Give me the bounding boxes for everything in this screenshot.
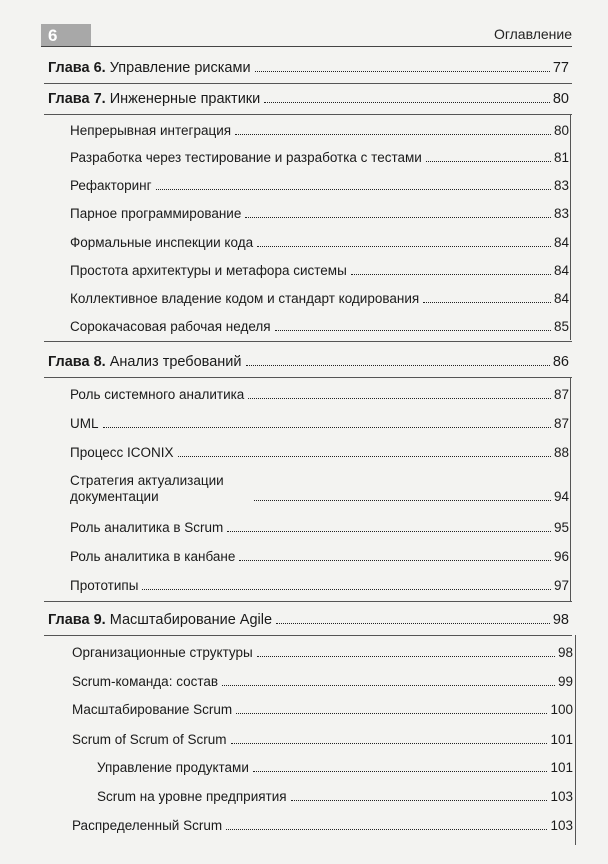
- chapter-rule: [44, 83, 572, 84]
- toc-entry: [70, 578, 569, 594]
- dot-leader: [253, 771, 548, 772]
- page-ref: 83: [553, 178, 569, 193]
- page-ref: 100: [550, 702, 573, 717]
- dot-leader: [255, 71, 550, 72]
- toc-entry: [70, 387, 569, 403]
- page-ref: 87: [553, 387, 569, 402]
- page-ref: 96: [553, 549, 569, 564]
- page-ref: 97: [553, 578, 569, 593]
- entry-title: Scrum на уровне предприятия: [97, 789, 287, 804]
- page-ref: 95: [553, 520, 569, 535]
- page-ref: 81: [553, 150, 569, 165]
- chapter-prefix: Глава 8.: [48, 354, 106, 370]
- toc-entry: [72, 732, 573, 748]
- dot-leader: [257, 656, 555, 657]
- chapter-title: [48, 60, 251, 76]
- chapter-title: [48, 612, 272, 628]
- dot-leader: [426, 161, 551, 162]
- toc-entry: [70, 416, 569, 432]
- page-ref: 80: [553, 123, 569, 138]
- page-ref: 85: [553, 319, 569, 334]
- page-ref: 84: [553, 235, 569, 250]
- toc-chapter-9: [48, 612, 569, 628]
- toc-entry: [70, 178, 569, 194]
- toc-entry: [70, 235, 569, 251]
- dot-leader: [156, 189, 551, 190]
- entry-title: Формальные инспекции кода: [70, 235, 254, 250]
- dot-leader: [423, 302, 551, 303]
- chapter-name: Инженерные практики: [109, 91, 261, 107]
- toc-chapter-7: [48, 91, 569, 107]
- page-ref: 94: [553, 489, 569, 504]
- entry-title: Рефакторинг: [70, 178, 152, 193]
- dot-leader: [235, 134, 551, 135]
- entry-title: Парное программирование: [70, 206, 242, 221]
- toc-entry: [70, 445, 569, 461]
- toc-entry: [72, 645, 573, 661]
- page-ref: 83: [553, 206, 569, 221]
- entry-title: Управление продуктами: [97, 760, 249, 775]
- entry-title: Scrum-команда: состав: [72, 674, 219, 689]
- chapter-rule: [44, 341, 572, 342]
- dot-leader: [291, 800, 548, 801]
- toc-entry: [70, 520, 569, 536]
- toc-entry: [72, 702, 573, 718]
- entry-title: Роль аналитика в канбане: [70, 549, 236, 564]
- dot-leader: [226, 829, 547, 830]
- toc-entry: [70, 319, 569, 335]
- chapter-rule: [44, 377, 572, 378]
- toc-entry: [70, 150, 569, 166]
- dot-leader: [276, 623, 550, 624]
- toc-entry: [70, 473, 569, 505]
- entry-title: Сорокачасовая рабочая неделя: [70, 319, 271, 334]
- entry-title: Роль аналитика в Scrum: [70, 520, 224, 535]
- dot-leader: [103, 427, 551, 428]
- page-ref: 84: [553, 263, 569, 278]
- dot-leader: [178, 456, 551, 457]
- toc-entry: [70, 549, 569, 565]
- entry-title: Разработка через тестирование и разработка с тестами: [70, 150, 422, 165]
- page-ref: 103: [550, 818, 573, 833]
- chapter-rule: [44, 601, 572, 602]
- dot-leader: [248, 398, 551, 399]
- dot-leader: [227, 531, 551, 532]
- page-number-box: [41, 24, 91, 46]
- toc-entry: [72, 818, 573, 834]
- entry-title: Распределенный Scrum: [72, 818, 223, 833]
- page-ref: 84: [553, 291, 569, 306]
- dot-leader: [222, 685, 555, 686]
- dot-leader: [236, 713, 547, 714]
- page-ref: 88: [553, 445, 569, 460]
- section-bar: [570, 114, 571, 340]
- toc-entry: [70, 263, 569, 279]
- chapter-title: [48, 91, 260, 107]
- chapter-name: Масштабирование Agile: [109, 612, 273, 628]
- entry-title: Коллективное владение кодом и стандарт кодирования: [70, 291, 420, 306]
- page-ref: 77: [552, 60, 569, 76]
- chapter-name: Управление рисками: [109, 60, 251, 76]
- section-bar: [570, 377, 571, 601]
- chapter-prefix: Глава 7.: [48, 91, 106, 107]
- page-ref: 86: [552, 354, 569, 370]
- dot-leader: [264, 102, 550, 103]
- chapter-prefix: Глава 9.: [48, 612, 106, 628]
- chapter-prefix: Глава 6.: [48, 60, 106, 76]
- page-ref: 101: [550, 760, 573, 775]
- dot-leader: [142, 589, 551, 590]
- dot-leader: [246, 365, 550, 366]
- page-ref: 87: [553, 416, 569, 431]
- dot-leader: [275, 330, 551, 331]
- page-ref: 80: [552, 91, 569, 107]
- toc-entry: [70, 123, 569, 139]
- toc-subentry: [97, 760, 573, 776]
- dot-leader: [351, 274, 551, 275]
- running-title: Оглавление: [493, 26, 572, 42]
- entry-title: Scrum of Scrum of Scrum: [72, 732, 227, 747]
- chapter-rule: [44, 635, 572, 636]
- page-number: 6: [48, 26, 58, 45]
- section-bar: [575, 635, 576, 845]
- dot-leader: [231, 743, 548, 744]
- entry-title: Прототипы: [70, 578, 139, 593]
- page-ref: 99: [557, 674, 573, 689]
- entry-title: Простота архитектуры и метафора системы: [70, 263, 347, 278]
- toc-chapter-8: [48, 354, 569, 370]
- page-ref: 101: [550, 732, 573, 747]
- chapter-name: Анализ требований: [109, 354, 242, 370]
- dot-leader: [254, 500, 551, 501]
- chapter-title: [48, 354, 242, 370]
- page-ref: 98: [557, 645, 573, 660]
- page-ref: 98: [552, 612, 569, 628]
- entry-title: UML: [70, 416, 99, 431]
- toc-entry: [70, 291, 569, 307]
- dot-leader: [245, 217, 551, 218]
- entry-title: Масштабирование Scrum: [72, 702, 233, 717]
- dot-leader: [239, 560, 551, 561]
- entry-title: Роль системного аналитика: [70, 387, 245, 402]
- chapter-rule: [44, 114, 572, 115]
- dot-leader: [257, 246, 551, 247]
- toc-subentry: [97, 789, 573, 805]
- page-ref: 103: [550, 789, 573, 804]
- toc-entry: [72, 674, 573, 690]
- entry-title: Стратегия актуализации документации: [70, 473, 224, 504]
- toc-chapter-6: [48, 60, 569, 76]
- entry-title: Процесс ICONIX: [70, 445, 174, 460]
- entry-title: Непрерывная интеграция: [70, 123, 232, 138]
- page-header: [41, 24, 572, 47]
- entry-title: Организационные структуры: [72, 645, 253, 660]
- toc-entry: [70, 206, 569, 222]
